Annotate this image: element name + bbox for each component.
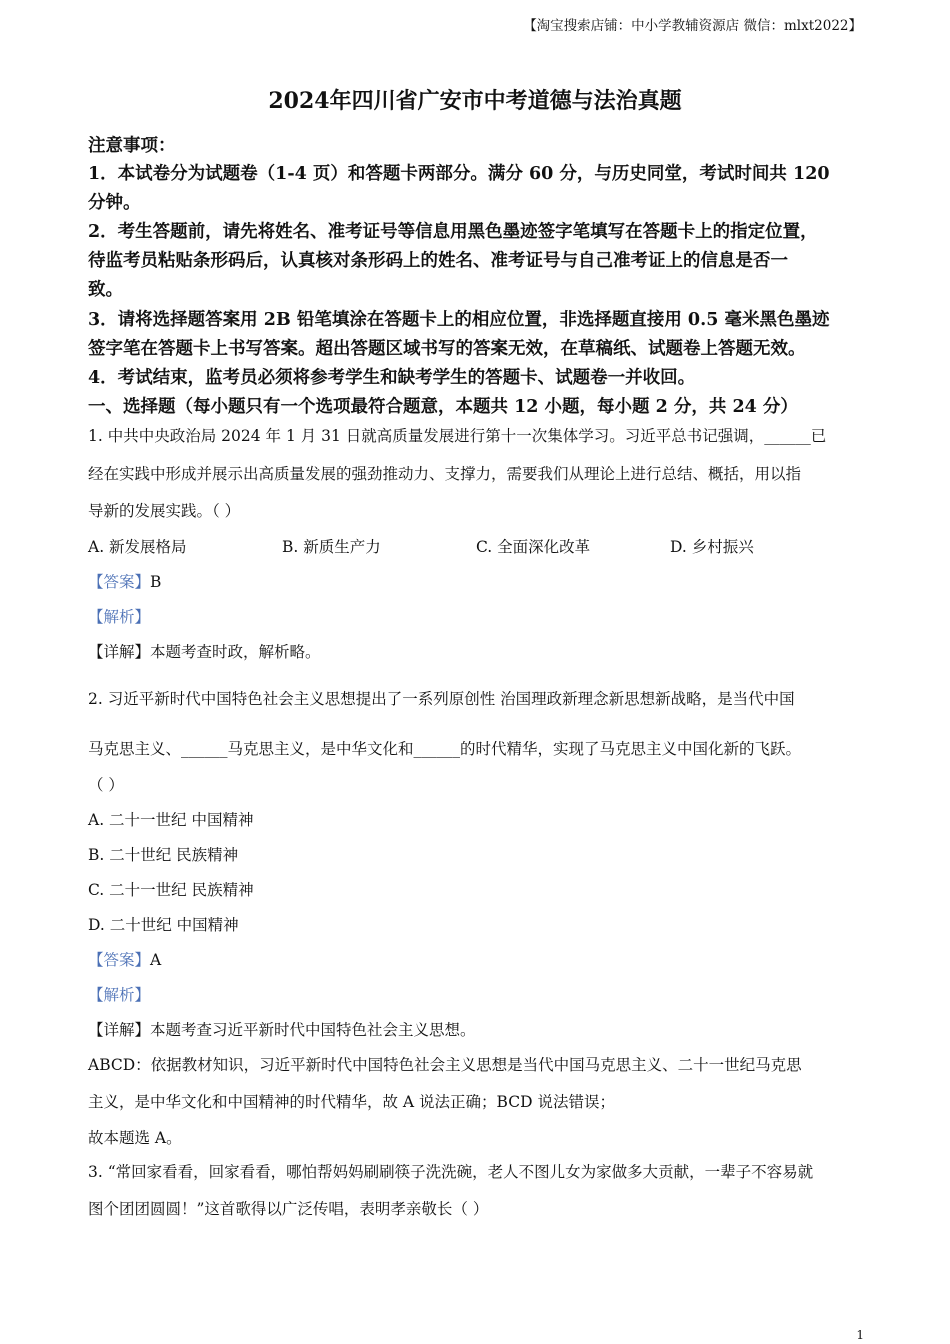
question-text: 2. 习近平新时代中国特色社会主义思想提出了一系列原创性 治国理政新理念新思想新战略，是当代中国 (88, 690, 795, 708)
question-text: 经在实践中形成并展示出高质量发展的强劲推动力、支撑力，需要我们从理论上进行总结、概括，用以指 (88, 465, 802, 483)
option-a: A. 二十一世纪 中国精神 (88, 811, 254, 829)
page-number: 1 (856, 1328, 864, 1342)
answer-line (88, 948, 161, 970)
notice-line: 3．请将选择题答案用 2B 铅笔填涂在答题卡上的相应位置，非选择题直接用 0.5 毫米黑色墨迹 (88, 310, 830, 330)
option-d: D. 乡村振兴 (670, 538, 754, 556)
section-heading: 一、选择题（每小题只有一个选项最符合题意，本题共 12 小题，每小题 2 分，共 24 分） (88, 397, 798, 417)
question-text: 导新的发展实践。（ ） (88, 502, 241, 520)
notice-line: 签字笔在答题卡上书写答案。超出答题区域书写的答案无效，在草稿纸、试题卷上答题无效。 (88, 339, 806, 359)
notice-line: 1．本试卷分为试题卷（1-4 页）和答题卡两部分。满分 60 分，与历史同堂，考试时间共 120 (88, 164, 830, 184)
detail-text: 【详解】本题考查时政，解析略。 (88, 643, 321, 661)
notice-line: 分钟。 (88, 193, 141, 213)
answer-tag: 【答案】 (88, 951, 151, 969)
option-a: A. 新发展格局 (88, 538, 187, 556)
question-text: （ ） (88, 776, 124, 794)
detail-text: 【详解】本题考查习近平新时代中国特色社会主义思想。 (88, 1021, 476, 1039)
notice-line: 致。 (88, 280, 123, 300)
header-shop-note: 【淘宝搜索店铺：中小学教辅资源店 微信：mlxt2022】 (523, 18, 862, 34)
detail-text: 故本题选 A。 (88, 1129, 182, 1147)
notice-heading: 注意事项： (88, 136, 176, 156)
notice-line: 待监考员粘贴条形码后，认真核对条形码上的姓名、准考证号与自己准考证上的信息是否一 (88, 251, 788, 271)
detail-text: ABCD：依据教材知识，习近平新时代中国特色社会主义思想是当代中国马克思主义、二十一世纪马克思 (88, 1056, 802, 1074)
page-title: 2024年四川省广安市中考道德与法治真题 (268, 88, 682, 114)
answer-value: B (150, 573, 162, 591)
question-text: 1. 中共中央政治局 2024 年 1 月 31 日就高质量发展进行第十一次集体学习。习近平总书记强调，______已 (88, 427, 827, 445)
question-text: 3. “常回家看看，回家看看，哪怕帮妈妈刷刷筷子洗洗碗，老人不图儿女为家做多大贡献，一辈子不容易就 (88, 1163, 814, 1181)
option-c: C. 全面深化改革 (476, 538, 591, 556)
answer-line (88, 570, 161, 592)
question-text: 马克思主义、______马克思主义，是中华文化和______的时代精华，实现了马克思主义中国化新的飞跃。 (88, 740, 802, 758)
option-b: B. 新质生产力 (282, 538, 381, 556)
option-d: D. 二十世纪 中国精神 (88, 916, 239, 934)
detail-text: 主义，是中华文化和中国精神的时代精华，故 A 说法正确；BCD 说法错误； (88, 1093, 615, 1111)
answer-tag: 【答案】 (88, 573, 151, 591)
analysis-tag: 【解析】 (88, 608, 151, 626)
notice-line: 2．考生答题前，请先将姓名、准考证号等信息用黑色墨迹签字笔填写在答题卡上的指定位置， (88, 222, 818, 242)
question-text: 图个团团圆圆！”这首歌得以广泛传唱，表明孝亲敬长（ ） (88, 1200, 489, 1218)
option-b: B. 二十世纪 民族精神 (88, 846, 239, 864)
analysis-tag: 【解析】 (88, 986, 151, 1004)
answer-value: A (150, 951, 162, 969)
option-c: C. 二十一世纪 民族精神 (88, 881, 254, 899)
notice-line: 4．考试结束，监考员必须将参考学生和缺考学生的答题卡、试题卷一并收回。 (88, 368, 696, 388)
